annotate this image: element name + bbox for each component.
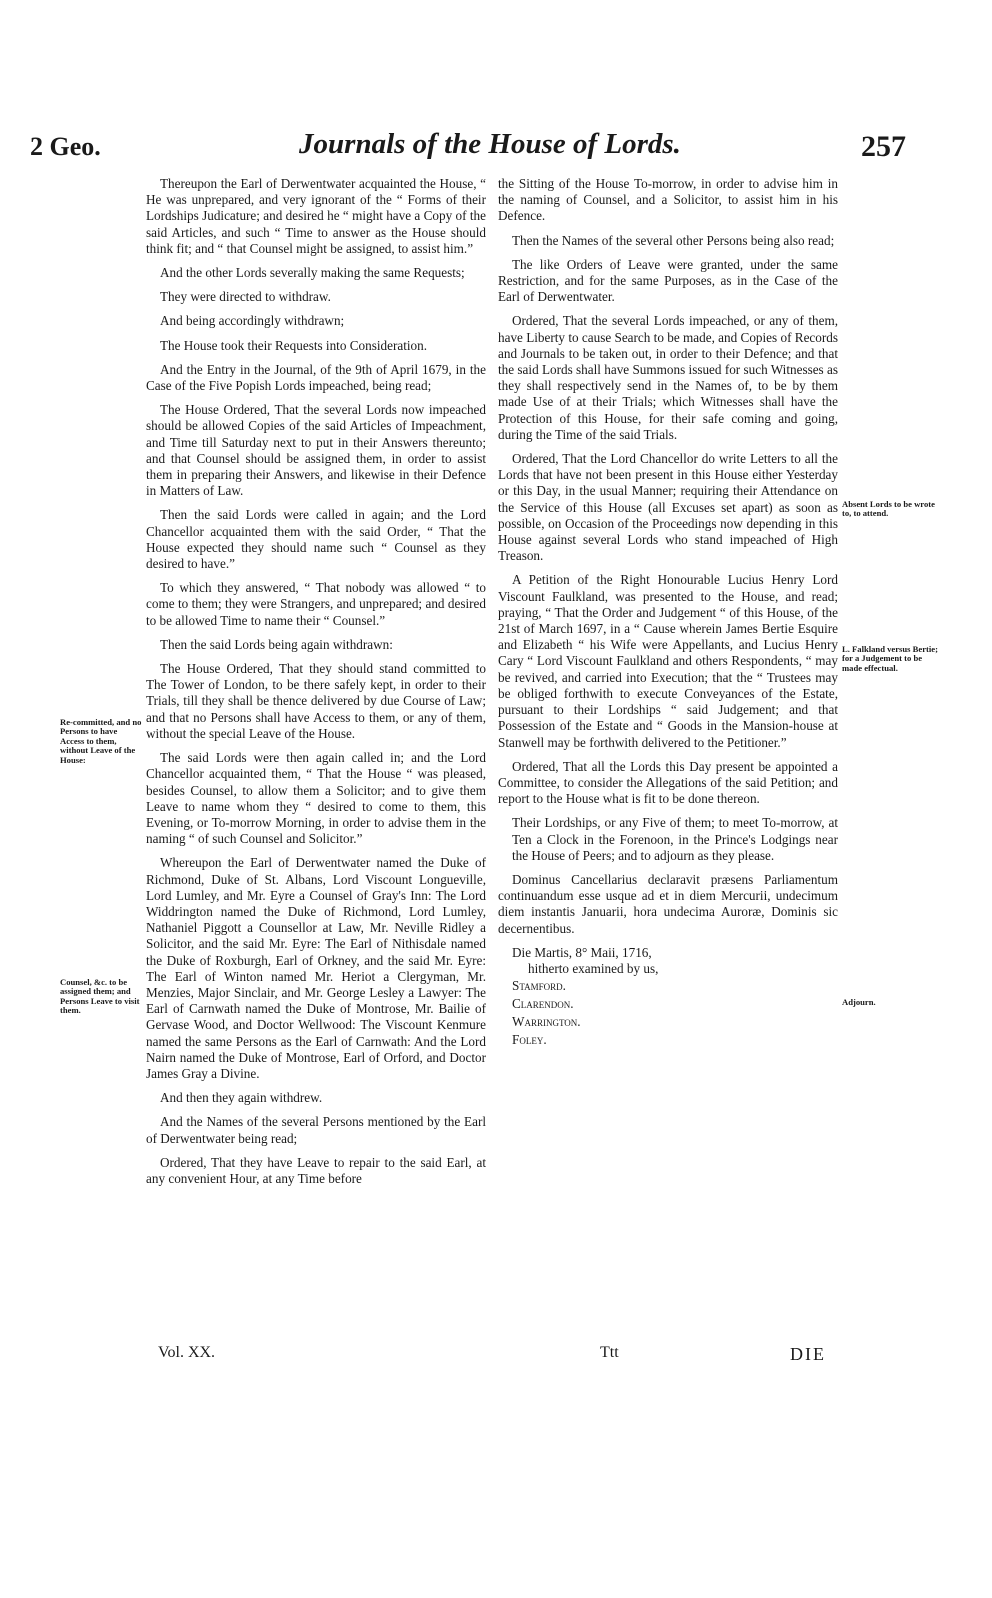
signature-mark: Ttt: [600, 1344, 619, 1361]
paragraph: The House Ordered, That the several Lords now impeached should be allowed Copies of the said Articles of Impeachment, and Time till Saturday next to put in their Answers thereunto; and that Counsel should be assigned them, in order to assist them in preparing their Answers, and likewise in their Defence in Matters of Law.: [146, 402, 486, 499]
paragraph: Whereupon the Earl of Derwentwater named the Duke of Richmond, Duke of St. Albans, Lord Viscount Longueville, Lord Lumley, and Mr. Eyre a Counsel of Gray's Inn: The Lord Widdrington named the Duke of Richmond, Lord Lumley, Nathaniel Piggott a Counsellor at Law, Mr. Neville Ridley a Solicitor, and the said Mr. Eyre: The Earl of Nithisdale named the Duke of Roxburgh, Earl of Orkney, and the said Mr. Eyre: The Earl of Winton named Mr. Heriot a Clergyman, Mr. Menzies, Major Sinclair, and Mr. George Lesley a Lawyer: The Earl of Carnwath named the Duke of Montrose, Mr. Bailie of Gervase Wood, and Doctor Wellwood: The Viscount Kenmure named the same Persons as the Earl of Carnwath: And the Lord Nairn named the Duke of Montrose, Earl of Orford, and Doctor James Gray a Divine.: [146, 855, 486, 1081]
right-column: [498, 176, 838, 1049]
paragraph: They were directed to withdraw.: [160, 289, 331, 305]
margin-note-recommitted: Re-committed, and no Persons to have Access to them, without Leave of the House:: [60, 717, 142, 765]
left-column: [146, 176, 486, 1195]
paragraph: The said Lords were then again called in; and the Lord Chancellor acquainted them, “ That the House “ was pleased, besides Counsel, to allow them a Solicitor; and to give them Leave to name whom they “ desired to come to them, this Evening, or To-morrow Morning, in order to advise them in the naming “ of such Counsel and Solicitor.”: [146, 750, 486, 847]
page-number: 257: [861, 130, 906, 163]
paragraph: The House took their Requests into Consideration.: [160, 337, 428, 353]
paragraph: Then the Names of the several other Persons being also read;: [512, 232, 835, 248]
paragraph: The like Orders of Leave were granted, under the same Restriction, and for the same Purposes, as in the Case of the Earl of Derwentwater.: [498, 256, 838, 305]
signature-list: [498, 977, 838, 1049]
signature-name: Clarendon.: [512, 996, 574, 1012]
paragraph: Their Lordships, or any Five of them; to meet To-morrow, at Ten a Clock in the Forenoon, in the Prince's Lodgings near the House of Peers; and to adjourn as they please.: [512, 815, 838, 863]
paragraph: Ordered, That all the Lords this Day present be appointed a Committee, to consider the Allegations of the said Petition; and report to the House what is fit to be done thereon.: [498, 758, 838, 807]
margin-note-counsel: Counsel, &c. to be assigned them; and Persons Leave to visit them.: [60, 977, 140, 1016]
paragraph: A Petition of the Right Honourable Lucius Henry Lord Viscount Faulkland, was presented to the House, and read; praying, “ That the Order and Judgement “ of this House, of the 21st of March 1697, in a “ Cause wherein James Bertie Esquire and Elizabeth “ his Wife were Appellants, and Lucius Henry Cary “ Lord Viscount Faulkland and others Respondents, “ may be revived, and carried into Execution; that the “ Trustees may be obliged forthwith to execute Conveyances of the Estate, pursuant to their Lordships “ said Judgement; and that Possession of the Estate and “ Goods in the Mansion-house at Stanwell may be forthwith delivered to the Petitioner.”: [498, 572, 838, 750]
margin-note-falkland: L. Falkland versus Bertie; for a Judgement to be made effectual.: [842, 644, 938, 673]
paragraph: And then they again withdrew.: [160, 1090, 323, 1106]
paragraph: And the other Lords severally making the same Requests;: [160, 265, 465, 281]
signature-date: Die Martis, 8° Maii, 1716,: [512, 944, 652, 960]
signature-name: Stamford.: [512, 978, 566, 994]
signature-name: Foley.: [512, 1032, 547, 1048]
paragraph: Ordered, That they have Leave to repair to the said Earl, at any convenient Hour, at any Time before: [146, 1154, 486, 1186]
paragraph: And the Names of the several Persons mentioned by the Earl of Derwentwater being read;: [146, 1114, 486, 1146]
paragraph: And being accordingly withdrawn;: [160, 313, 345, 329]
paragraph: Thereupon the Earl of Derwentwater acquainted the House, “ He was unprepared, and very ignorant of the “ Forms of their Lordships Judicature; and desired he “ might have a Copy of the said Articles, and such “ Time to answer as the House should think fit; and “ that Counsel might be assigned, to assist him.”: [146, 176, 486, 256]
catchword: DIE: [790, 1344, 826, 1364]
paragraph: Then the said Lords were called in again; and the Lord Chancellor acquainted them with the said Order, “ That the House expected they should name such “ Counsel as they desired to have.”: [146, 507, 486, 572]
paragraph: The House Ordered, That they should stand committed to The Tower of London, to be there safely kept, in order to their Trials, till they shall be thence delivered by due Course of Law; and that no Persons shall have Access to them, or any of them, without the special Leave of the House.: [146, 661, 486, 741]
paragraph: Ordered, That the Lord Chancellor do write Letters to all the Lords that have not been present in this House either Yesterday or this Day, in the usual Manner; requiring their Attendance on the Service of this House (all Excuses set apart) as soon as possible, on Occasion of the Proceedings now depending in this House against several Lords who stand impeached of High Treason.: [498, 451, 838, 564]
paragraph: And the Entry in the Journal, of the 9th of April 1679, in the Case of the Five Popish Lords impeached, being read;: [146, 361, 486, 394]
signature-note: hitherto examined by us,: [528, 960, 659, 976]
paragraph: the Sitting of the House To-morrow, in order to advise him in the naming of Counsel, and a Solicitor, to assist him in his Defence.: [498, 176, 838, 224]
margin-note-adjourn: Adjourn.: [842, 997, 876, 1007]
header-reign: 2 Geo.: [30, 132, 101, 161]
paragraph: Dominus Cancellarius declaravit præsens Parliamentum continuandum esse usque ad et in diem Mercurii, undecimum diem instantis Januarii, hora undecima Auroræ, Dominis sic decernentibus.: [498, 871, 838, 936]
paragraph: Ordered, That the several Lords impeached, or any of them, have Liberty to cause Search to be made, and Copies of Records and Journals to be taken out, in order to their Defence; and that the said Lords shall have Summons issued for such Witnesses as they shall respectively send in the Names of, to be by them made Use of at their Trials; which Witnesses shall have the Protection of this House, for their safe coming and going, during the Time of the said Trials.: [498, 313, 838, 442]
margin-note-absent: Absent Lords to be wrote to, to attend.: [842, 499, 935, 519]
volume-label: Vol. XX.: [158, 1344, 216, 1361]
paragraph: To which they answered, “ That nobody was allowed “ to come to them; they were Strangers, and unprepared; and desired to be allowed Time to name their “ Counsel.”: [146, 580, 486, 628]
signature-name: Warrington.: [512, 1014, 581, 1030]
page-title: Journals of the House of Lords.: [299, 128, 681, 160]
paragraph: Then the said Lords being again withdrawn:: [160, 636, 393, 652]
